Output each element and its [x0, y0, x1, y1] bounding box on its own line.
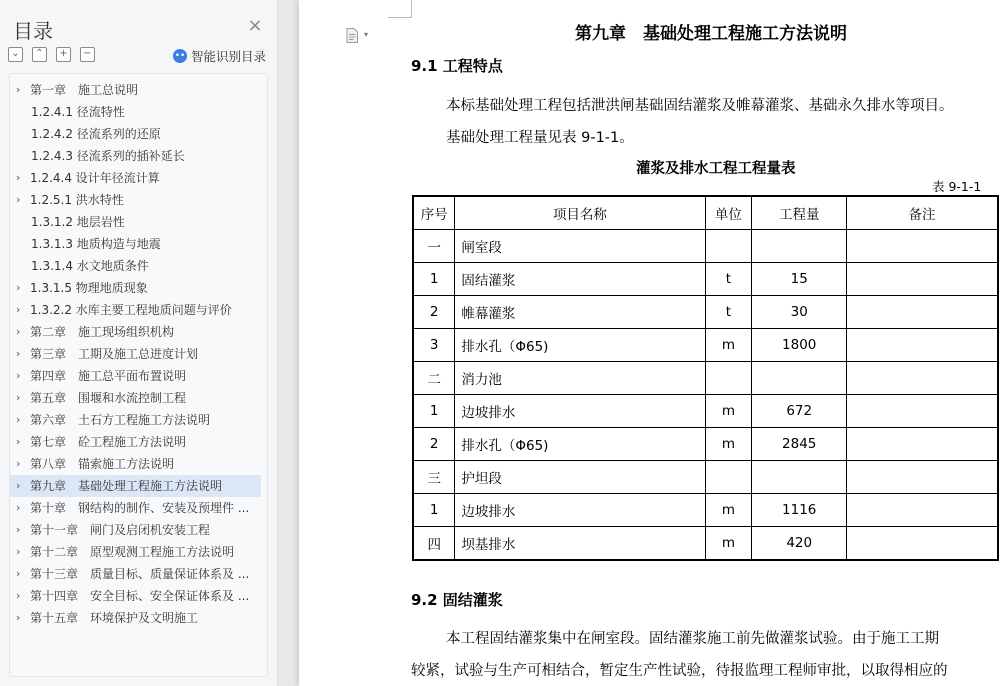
toc-item[interactable]	[10, 607, 261, 629]
table-cell	[705, 461, 752, 494]
outline-toolbar	[8, 47, 95, 63]
column-header: 单位	[705, 196, 752, 229]
table-cell: 2	[413, 295, 455, 328]
table-cell: 15	[752, 262, 847, 295]
table-row	[413, 527, 998, 560]
table-cell	[705, 361, 752, 394]
toc-item-label: 1.2.5.1 洪水特性	[30, 193, 124, 207]
chevron-right-icon[interactable]: ›	[16, 501, 21, 514]
ai-robot-icon: ••	[174, 51, 186, 61]
page-corner-mark	[388, 0, 412, 18]
toc-item-label: 第十四章 安全目标、安全保证体系及 ...	[30, 589, 250, 603]
chevron-right-icon[interactable]: ›	[16, 479, 21, 492]
toc-item[interactable]	[10, 277, 261, 299]
chevron-right-icon[interactable]: ›	[16, 193, 21, 206]
toc-item-label: 第十章 钢结构的制作、安装及预埋件 ...	[30, 501, 250, 515]
table-cell: t	[705, 262, 752, 295]
table-row	[413, 328, 998, 361]
section-heading-9-2: 9.2 固结灌浆	[411, 591, 503, 609]
table-cell: 护坦段	[455, 461, 705, 494]
outline-title: 目录	[13, 19, 53, 43]
table-cell: 672	[752, 394, 847, 427]
toc-item-label: 1.2.4.2 径流系列的还原	[31, 127, 161, 141]
table-row	[413, 262, 998, 295]
table-cell: m	[705, 394, 752, 427]
table-cell: 1	[413, 494, 455, 527]
table-cell: 420	[752, 527, 847, 560]
toc-item[interactable]	[10, 387, 261, 409]
table-cell	[847, 428, 998, 461]
toc-item-label: 1.3.1.2 地层岩性	[31, 215, 125, 229]
table-cell: 排水孔（Φ65)	[455, 428, 705, 461]
chevron-right-icon[interactable]: ›	[16, 171, 21, 184]
toc-item-label: 第十一章 闸门及启闭机安装工程	[30, 523, 211, 537]
table-title: 灌浆及排水工程工程量表	[636, 161, 796, 177]
toc-item-label: 1.2.4.3 径流系列的插补延长	[31, 149, 185, 163]
quantity-table	[412, 195, 999, 561]
chevron-right-icon[interactable]: ›	[16, 567, 21, 580]
toc-item[interactable]	[10, 365, 261, 387]
chevron-right-icon[interactable]: ›	[16, 611, 21, 624]
table-number: 表 9-1-1	[932, 179, 982, 194]
add-heading-icon[interactable]: +	[56, 47, 71, 62]
chevron-right-icon[interactable]: ›	[16, 457, 21, 470]
toc-item[interactable]	[10, 299, 261, 321]
table-cell: 1116	[752, 494, 847, 527]
table-cell: t	[705, 295, 752, 328]
toc-item-label: 1.2.4.1 径流特性	[31, 105, 125, 119]
toc-item[interactable]	[10, 145, 261, 167]
table-cell: 消力池	[455, 361, 705, 394]
table-cell: 固结灌浆	[455, 262, 705, 295]
toc-item-label: 1.3.2.2 水库主要工程地质问题与评价	[30, 303, 232, 317]
table-cell	[752, 461, 847, 494]
remove-heading-icon[interactable]: −	[80, 47, 95, 62]
chapter-title: 第九章 基础处理工程施工方法说明	[575, 24, 847, 44]
table-cell: m	[705, 494, 752, 527]
table-row	[413, 229, 998, 262]
toc-item[interactable]	[10, 167, 261, 189]
chevron-right-icon[interactable]: ›	[16, 325, 21, 338]
column-header: 备注	[847, 196, 998, 229]
table-cell: 3	[413, 328, 455, 361]
document-icon[interactable]	[346, 28, 358, 43]
table-cell	[847, 229, 998, 262]
toc-item-label: 第五章 围堰和水流控制工程	[30, 391, 187, 405]
table-cell: 1	[413, 394, 455, 427]
toc-item[interactable]	[10, 255, 261, 277]
toc-item-label: 第一章 施工总说明	[30, 83, 139, 97]
paragraph: 较紧，试验与生产可相结合，暂定生产性试验，待报监理工程师审批，以取得相应的	[411, 663, 948, 679]
paragraph: 基础处理工程量见表 9-1-1。	[446, 130, 634, 146]
toc-item[interactable]	[10, 519, 261, 541]
collapse-all-icon[interactable]: ⌄	[8, 47, 23, 62]
table-cell: m	[705, 328, 752, 361]
toc-item-label: 1.2.4.4 设计年径流计算	[30, 171, 160, 185]
table-cell: 四	[413, 527, 455, 560]
table-cell: 2845	[752, 428, 847, 461]
table-cell	[752, 361, 847, 394]
toc-item-label: 第七章 砼工程施工方法说明	[30, 435, 187, 449]
chevron-right-icon[interactable]: ›	[16, 523, 21, 536]
table-row	[413, 394, 998, 427]
chevron-right-icon[interactable]: ›	[16, 435, 21, 448]
table-cell	[847, 361, 998, 394]
chevron-right-icon[interactable]: ›	[16, 413, 21, 426]
toc-item[interactable]	[10, 233, 261, 255]
toc-item-label: 第十三章 质量目标、质量保证体系及 ...	[30, 567, 250, 581]
table-cell	[847, 527, 998, 560]
toc-item[interactable]	[10, 189, 261, 211]
paragraph: 本工程固结灌浆集中在闸室段。固结灌浆施工前先做灌浆试验。由于施工工期	[446, 631, 939, 647]
toc-item-label: 第二章 施工现场组织机构	[30, 325, 175, 339]
toc-item-label: 第六章 土石方工程施工方法说明	[30, 413, 211, 427]
paragraph: 本标基础处理工程包括泄洪闸基础固结灌浆及帷幕灌浆、基础永久排水等项目。	[446, 98, 954, 114]
chevron-right-icon[interactable]: ›	[16, 391, 21, 404]
toc-item[interactable]	[10, 101, 261, 123]
table-cell: 一	[413, 229, 455, 262]
close-icon[interactable]: ×	[247, 15, 263, 36]
column-header: 项目名称	[455, 196, 705, 229]
table-cell: 边坡排水	[455, 394, 705, 427]
table-cell	[847, 494, 998, 527]
table-cell	[752, 229, 847, 262]
toc-item-label: 第三章 工期及施工总进度计划	[30, 347, 199, 361]
table-cell	[847, 262, 998, 295]
table-cell	[847, 394, 998, 427]
table-cell	[847, 461, 998, 494]
chevron-right-icon[interactable]: ›	[16, 347, 21, 360]
chevron-down-icon[interactable]: ▾	[364, 30, 369, 39]
table-row	[413, 361, 998, 394]
chevron-right-icon[interactable]: ›	[16, 83, 21, 96]
toc-item-label: 第十五章 环境保护及文明施工	[30, 611, 199, 625]
toc-item[interactable]	[10, 431, 261, 453]
section-heading-9-1: 9.1 工程特点	[411, 57, 503, 75]
chevron-right-icon[interactable]: ›	[16, 303, 21, 316]
toc-item[interactable]	[10, 79, 261, 101]
toc-item[interactable]	[10, 453, 261, 475]
toc-item[interactable]	[10, 409, 261, 431]
table-row	[413, 494, 998, 527]
column-header: 序号	[413, 196, 455, 229]
toc-list	[9, 73, 268, 677]
table-cell	[705, 229, 752, 262]
toc-item[interactable]	[10, 497, 261, 519]
table-cell: 1800	[752, 328, 847, 361]
table-cell: 三	[413, 461, 455, 494]
table-cell: m	[705, 527, 752, 560]
table-row	[413, 461, 998, 494]
table-cell: 坝基排水	[455, 527, 705, 560]
chevron-right-icon[interactable]: ›	[16, 369, 21, 382]
toc-item[interactable]	[10, 541, 261, 563]
table-cell: 2	[413, 428, 455, 461]
toc-item-label: 1.3.1.5 物理地质现象	[30, 281, 148, 295]
toc-item[interactable]	[10, 343, 261, 365]
table-cell: 1	[413, 262, 455, 295]
toc-item[interactable]	[10, 123, 261, 145]
toc-item[interactable]	[10, 475, 261, 497]
table-cell	[847, 295, 998, 328]
toc-item[interactable]	[10, 321, 261, 343]
table-header-row	[413, 196, 998, 229]
toc-item-label: 第九章 基础处理工程施工方法说明	[30, 479, 223, 493]
chevron-right-icon[interactable]: ›	[16, 281, 21, 294]
table-row	[413, 295, 998, 328]
outline-panel	[0, 0, 278, 686]
table-cell: 边坡排水	[455, 494, 705, 527]
toc-item-label: 1.3.1.3 地质构造与地震	[31, 237, 161, 251]
smart-toc-label: 智能识别目录	[191, 49, 267, 64]
table-cell: m	[705, 428, 752, 461]
smart-toc-button[interactable]	[173, 47, 266, 65]
table-cell: 闸室段	[455, 229, 705, 262]
column-header: 工程量	[752, 196, 847, 229]
table-cell: 30	[752, 295, 847, 328]
chevron-right-icon[interactable]: ›	[16, 545, 21, 558]
toc-item[interactable]	[10, 585, 261, 607]
table-cell: 帷幕灌浆	[455, 295, 705, 328]
toc-item-label: 第四章 施工总平面布置说明	[30, 369, 187, 383]
table-cell: 二	[413, 361, 455, 394]
table-cell	[847, 328, 998, 361]
chevron-right-icon[interactable]: ›	[16, 589, 21, 602]
toc-item-label: 1.3.1.4 水文地质条件	[31, 259, 149, 273]
table-cell: 排水孔（Φ65)	[455, 328, 705, 361]
toc-item-label: 第十二章 原型观测工程施工方法说明	[30, 545, 235, 559]
expand-all-icon[interactable]: ⌃	[32, 47, 47, 62]
toc-item[interactable]	[10, 563, 261, 585]
table-row	[413, 428, 998, 461]
toc-item-label: 第八章 锚索施工方法说明	[30, 457, 175, 471]
toc-item[interactable]	[10, 211, 261, 233]
